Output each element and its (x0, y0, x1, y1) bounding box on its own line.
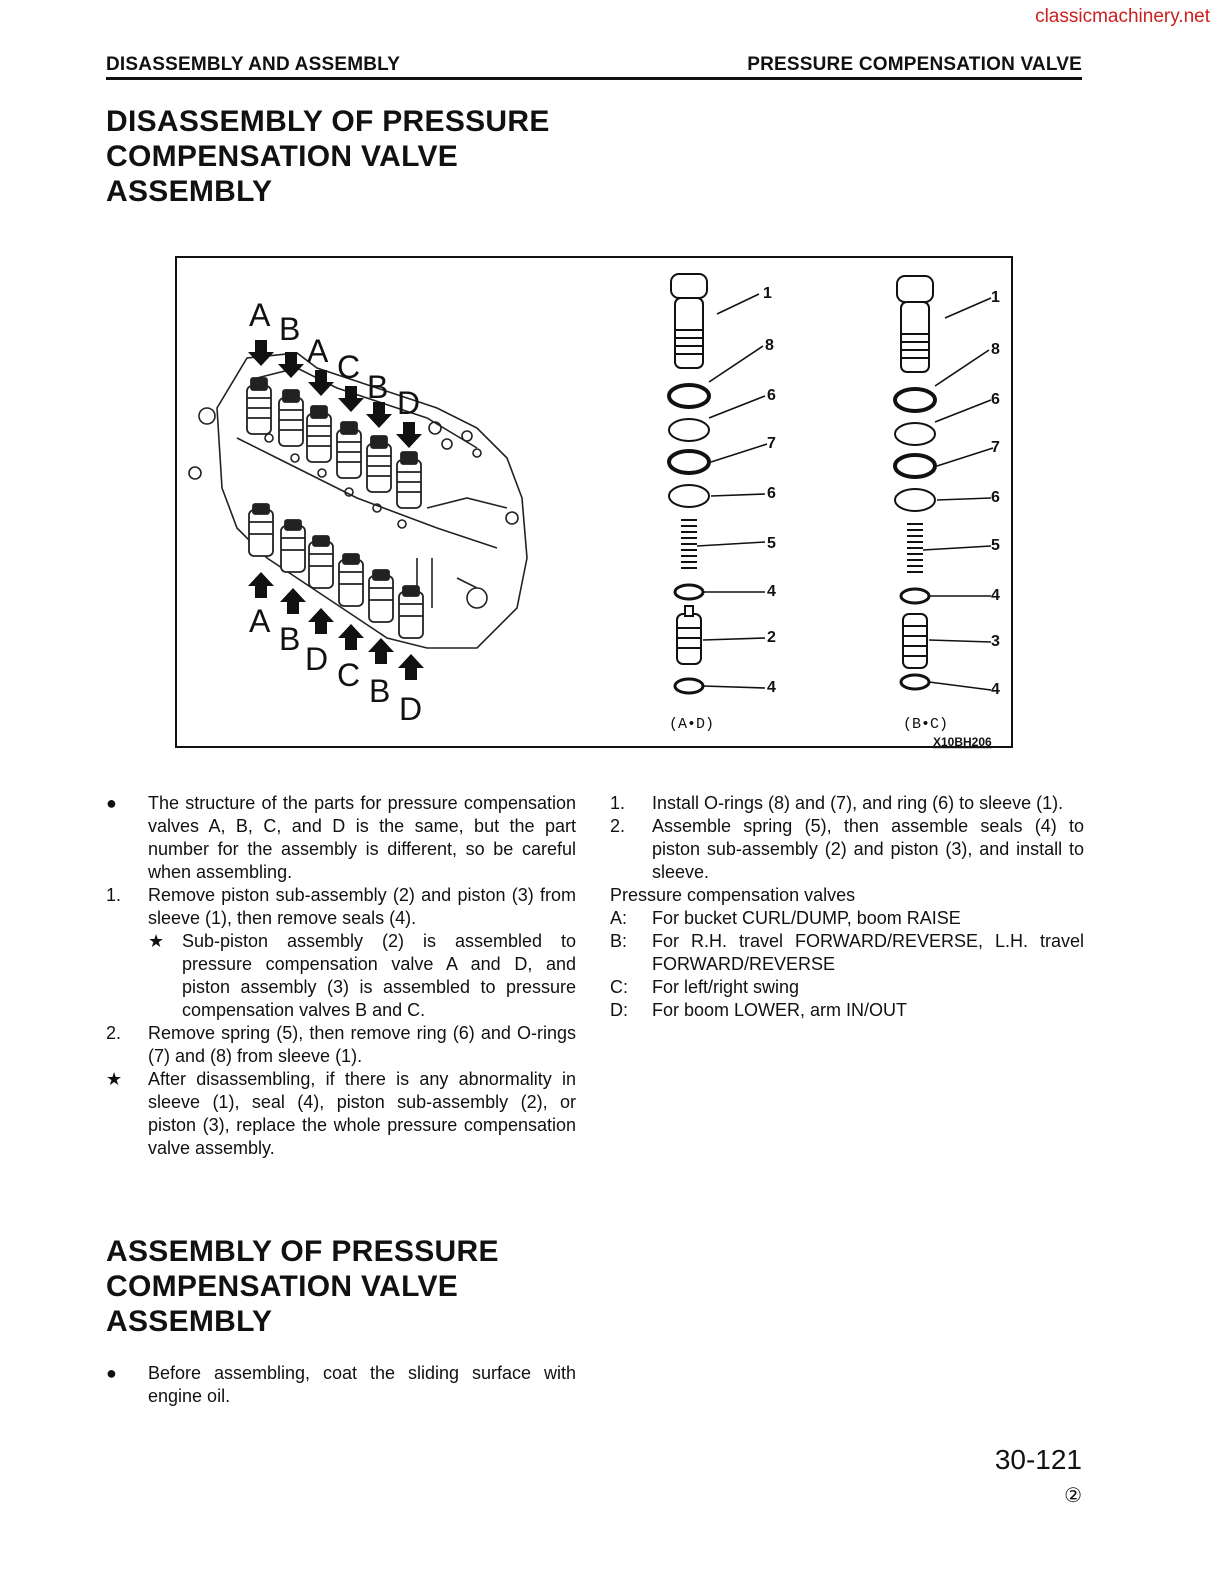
list-item-text: Install O-rings (8) and (7), and ring (6) to sleeve (1). (652, 793, 1064, 813)
valve-letter-bottom: A (249, 603, 271, 639)
exploded-view-figure (175, 256, 1013, 748)
step-number: 1. (610, 793, 626, 813)
exploded-stack-ad (669, 274, 709, 693)
section-title-disassembly (106, 104, 550, 209)
callout-bc: 6 (991, 391, 1000, 408)
callout-bc: 1 (991, 289, 1000, 306)
valve-letter: B: (610, 931, 628, 951)
callout-bc: 3 (991, 633, 1000, 650)
caption-bc: (B•C) (903, 716, 949, 733)
list-item-text: Assemble spring (5), then assemble seals (4) to piston sub-assembly (2) and piston (3), and install to sleeve. (652, 816, 1084, 882)
bullet-mark: ● (106, 793, 117, 813)
star-icon: ★ (148, 931, 165, 951)
list-item-text: Before assembling, coat the sliding surface with engine oil. (148, 1363, 576, 1406)
list-item-text: Remove spring (5), then remove ring (6) and O-rings (7) and (8) from sleeve (1). (148, 1023, 576, 1066)
valve-item (610, 999, 1084, 1022)
header-topic: PRESSURE COMPENSATION VALVE (747, 54, 1082, 75)
valve-description: For R.H. travel FORWARD/REVERSE, L.H. travel FORWARD/REVERSE (652, 931, 1084, 974)
list-item (106, 1022, 576, 1068)
callout-bc: 6 (991, 489, 1000, 506)
header-rule (106, 77, 1082, 80)
figure-drawing (177, 258, 1015, 750)
title-line: ASSEMBLY (106, 175, 273, 208)
list-item (106, 792, 576, 884)
bullet-mark: ● (106, 1363, 117, 1383)
callout-ad: 7 (767, 435, 776, 452)
title-line: DISASSEMBLY OF PRESSURE (106, 105, 550, 138)
callout-bc: 4 (991, 681, 1000, 698)
valve-description: For boom LOWER, arm IN/OUT (652, 1000, 908, 1020)
title-line: ASSEMBLY OF PRESSURE (106, 1235, 499, 1268)
list-item-text: Sub-piston assembly (2) is assembled to pressure compensation valve A and D, and piston assembly (3) is assembled to pressure compensation valves B and C. (182, 931, 576, 1020)
valves-heading: Pressure compensation valves (610, 885, 856, 905)
callout-ad: 6 (767, 485, 776, 502)
callout-ad: 2 (767, 629, 776, 646)
valve-letter-top: C (337, 349, 361, 385)
step-number: 2. (106, 1023, 122, 1043)
valve-letter-top: B (367, 369, 389, 405)
list-item-text: The structure of the parts for pressure compensation valves A, B, C, and D is the same, but the part number for the assembly is different, so be careful when assembling. (148, 793, 576, 882)
list-item-text: Remove piston sub-assembly (2) and piston (3) from sleeve (1), then remove seals (4). (148, 885, 576, 928)
callout-ad: 1 (763, 285, 772, 302)
callout-bc: 4 (991, 587, 1000, 604)
callout-bc: 7 (991, 439, 1000, 456)
valve-letter-top: A (249, 297, 271, 333)
title-line: ASSEMBLY (106, 1305, 273, 1338)
bottom-arrows (248, 572, 424, 680)
valve-letter-top: D (397, 385, 421, 421)
valve-letter-bottom: C (337, 657, 361, 693)
valve-item (610, 930, 1084, 976)
valve-letter-top: B (279, 311, 301, 347)
valve-letter-bottom: B (279, 621, 301, 657)
bottom-valve-plugs (249, 504, 423, 638)
valve-item (610, 976, 1084, 999)
list-item (610, 792, 1084, 815)
valve-letter: C: (610, 977, 628, 997)
valve-letter: A: (610, 908, 628, 928)
callout-ad: 8 (765, 337, 774, 354)
list-item (610, 815, 1084, 884)
callout-bc: 8 (991, 341, 1000, 358)
assembly-steps (610, 792, 1084, 1022)
valve-letter-bottom: D (305, 641, 329, 677)
callout-bc: 5 (991, 537, 1000, 554)
revision-mark: ② (1064, 1485, 1082, 1507)
disassembly-steps (106, 792, 576, 1160)
title-line: COMPENSATION VALVE (106, 140, 459, 173)
section-title-assembly (106, 1234, 499, 1339)
list-item (106, 1362, 576, 1408)
valve-letter-bottom: D (399, 691, 423, 727)
exploded-stack-bc (895, 276, 935, 689)
top-valve-plugs (247, 378, 421, 508)
valve-description: For left/right swing (652, 977, 800, 997)
list-item (106, 884, 576, 930)
star-icon: ★ (106, 1069, 123, 1089)
step-number: 1. (106, 885, 122, 905)
assembly-note (106, 1362, 576, 1408)
caption-ad: (A•D) (669, 716, 715, 733)
page-number: 30-121 (994, 1444, 1082, 1475)
callout-ad: 4 (767, 583, 776, 600)
title-line: COMPENSATION VALVE (106, 1270, 459, 1303)
list-item-text: After disassembling, if there is any abnormality in sleeve (1), seal (4), piston sub-assembly (2), or piston (3), replace the whole pressure compensation valve assembly. (148, 1069, 576, 1158)
watermark-link[interactable]: classicmachinery.net (1035, 6, 1210, 27)
leader-lines-bc (923, 298, 993, 690)
valve-letter: D: (610, 1000, 628, 1020)
valve-item (610, 907, 1084, 930)
list-item (106, 930, 576, 1022)
callout-ad: 6 (767, 387, 776, 404)
valve-description: For bucket CURL/DUMP, boom RAISE (652, 908, 961, 928)
callout-ad: 4 (767, 679, 776, 696)
step-number: 2. (610, 816, 626, 836)
callout-ad: 5 (767, 535, 776, 552)
list-item (106, 1068, 576, 1160)
figure-code: X10BH206 (933, 735, 992, 749)
header-chapter: DISASSEMBLY AND ASSEMBLY (106, 54, 401, 75)
valve-letter-bottom: B (369, 673, 391, 709)
valve-letter-top: A (307, 333, 329, 369)
